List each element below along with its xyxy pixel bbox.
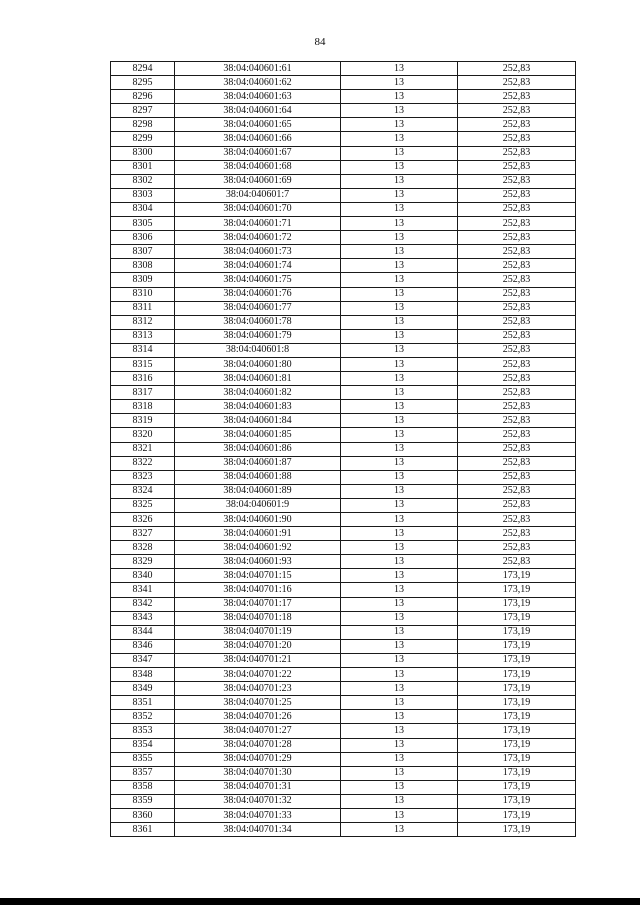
row-number-cell: 8297 [111, 104, 175, 118]
quantity-cell: 13 [341, 357, 458, 371]
table-row [111, 146, 576, 160]
row-number-cell: 8353 [111, 724, 175, 738]
value-cell: 252,83 [458, 104, 576, 118]
value-cell: 173,19 [458, 752, 576, 766]
table-row [111, 752, 576, 766]
cadastral-number-cell: 38:04:040701:16 [175, 583, 341, 597]
table-row [111, 766, 576, 780]
value-cell: 173,19 [458, 808, 576, 822]
value-cell: 252,83 [458, 372, 576, 386]
cadastral-number-cell: 38:04:040601:7 [175, 188, 341, 202]
table-row [111, 513, 576, 527]
table-row [111, 625, 576, 639]
row-number-cell: 8306 [111, 231, 175, 245]
quantity-cell: 13 [341, 160, 458, 174]
cadastral-number-cell: 38:04:040601:65 [175, 118, 341, 132]
row-number-cell: 8314 [111, 343, 175, 357]
table-row [111, 808, 576, 822]
quantity-cell: 13 [341, 611, 458, 625]
quantity-cell: 13 [341, 188, 458, 202]
cadastral-number-cell: 38:04:040601:80 [175, 357, 341, 371]
value-cell: 252,83 [458, 217, 576, 231]
value-cell: 173,19 [458, 710, 576, 724]
value-cell: 173,19 [458, 653, 576, 667]
table-row [111, 653, 576, 667]
quantity-cell: 13 [341, 329, 458, 343]
table-row [111, 583, 576, 597]
value-cell: 252,83 [458, 470, 576, 484]
cadastral-number-cell: 38:04:040601:87 [175, 456, 341, 470]
table-row [111, 160, 576, 174]
value-cell: 173,19 [458, 583, 576, 597]
cadastral-number-cell: 38:04:040601:90 [175, 513, 341, 527]
table-row [111, 682, 576, 696]
quantity-cell: 13 [341, 62, 458, 76]
cadastral-number-cell: 38:04:040601:72 [175, 231, 341, 245]
cadastral-number-cell: 38:04:040701:25 [175, 696, 341, 710]
cadastral-number-cell: 38:04:040601:85 [175, 428, 341, 442]
quantity-cell: 13 [341, 597, 458, 611]
row-number-cell: 8313 [111, 329, 175, 343]
row-number-cell: 8315 [111, 357, 175, 371]
value-cell: 173,19 [458, 611, 576, 625]
row-number-cell: 8357 [111, 766, 175, 780]
table-row [111, 357, 576, 371]
row-number-cell: 8296 [111, 90, 175, 104]
table-row [111, 76, 576, 90]
value-cell: 252,83 [458, 498, 576, 512]
row-number-cell: 8329 [111, 555, 175, 569]
quantity-cell: 13 [341, 315, 458, 329]
value-cell: 252,83 [458, 400, 576, 414]
table-row [111, 217, 576, 231]
cadastral-number-cell: 38:04:040601:8 [175, 343, 341, 357]
table-row [111, 724, 576, 738]
row-number-cell: 8318 [111, 400, 175, 414]
value-cell: 173,19 [458, 724, 576, 738]
quantity-cell: 13 [341, 639, 458, 653]
row-number-cell: 8312 [111, 315, 175, 329]
quantity-cell: 13 [341, 780, 458, 794]
table-row [111, 738, 576, 752]
row-number-cell: 8355 [111, 752, 175, 766]
value-cell: 252,83 [458, 188, 576, 202]
row-number-cell: 8340 [111, 569, 175, 583]
quantity-cell: 13 [341, 202, 458, 216]
table-row [111, 174, 576, 188]
cadastral-number-cell: 38:04:040701:30 [175, 766, 341, 780]
value-cell: 173,19 [458, 639, 576, 653]
table-row [111, 90, 576, 104]
row-number-cell: 8295 [111, 76, 175, 90]
value-cell: 252,83 [458, 202, 576, 216]
cadastral-number-cell: 38:04:040601:82 [175, 386, 341, 400]
quantity-cell: 13 [341, 132, 458, 146]
quantity-cell: 13 [341, 400, 458, 414]
quantity-cell: 13 [341, 287, 458, 301]
table-row [111, 386, 576, 400]
table-row [111, 696, 576, 710]
cadastral-number-cell: 38:04:040701:32 [175, 794, 341, 808]
table-row [111, 780, 576, 794]
value-cell: 252,83 [458, 484, 576, 498]
quantity-cell: 13 [341, 146, 458, 160]
cadastral-number-cell: 38:04:040701:29 [175, 752, 341, 766]
cadastral-number-cell: 38:04:040601:61 [175, 62, 341, 76]
row-number-cell: 8305 [111, 217, 175, 231]
cadastral-number-cell: 38:04:040601:75 [175, 273, 341, 287]
row-number-cell: 8358 [111, 780, 175, 794]
cadastral-number-cell: 38:04:040601:69 [175, 174, 341, 188]
value-cell: 252,83 [458, 146, 576, 160]
cadastral-number-cell: 38:04:040601:67 [175, 146, 341, 160]
cadastral-number-cell: 38:04:040701:20 [175, 639, 341, 653]
quantity-cell: 13 [341, 724, 458, 738]
quantity-cell: 13 [341, 653, 458, 667]
value-cell: 173,19 [458, 766, 576, 780]
cadastral-number-cell: 38:04:040601:66 [175, 132, 341, 146]
row-number-cell: 8303 [111, 188, 175, 202]
value-cell: 252,83 [458, 90, 576, 104]
table-row [111, 794, 576, 808]
row-number-cell: 8304 [111, 202, 175, 216]
quantity-cell: 13 [341, 428, 458, 442]
table-row [111, 597, 576, 611]
cadastral-number-cell: 38:04:040701:26 [175, 710, 341, 724]
cadastral-number-cell: 38:04:040601:74 [175, 259, 341, 273]
value-cell: 252,83 [458, 231, 576, 245]
table-row [111, 287, 576, 301]
scan-edge-bar [0, 898, 640, 905]
table-row [111, 442, 576, 456]
quantity-cell: 13 [341, 738, 458, 752]
value-cell: 252,83 [458, 428, 576, 442]
row-number-cell: 8351 [111, 696, 175, 710]
quantity-cell: 13 [341, 372, 458, 386]
cadastral-number-cell: 38:04:040701:19 [175, 625, 341, 639]
row-number-cell: 8327 [111, 527, 175, 541]
quantity-cell: 13 [341, 794, 458, 808]
row-number-cell: 8300 [111, 146, 175, 160]
quantity-cell: 13 [341, 76, 458, 90]
quantity-cell: 13 [341, 231, 458, 245]
table-row [111, 329, 576, 343]
quantity-cell: 13 [341, 555, 458, 569]
table-row [111, 823, 576, 837]
table-row [111, 315, 576, 329]
quantity-cell: 13 [341, 569, 458, 583]
row-number-cell: 8298 [111, 118, 175, 132]
quantity-cell: 13 [341, 301, 458, 315]
row-number-cell: 8328 [111, 541, 175, 555]
table-row [111, 710, 576, 724]
value-cell: 252,83 [458, 118, 576, 132]
cadastral-number-cell: 38:04:040601:93 [175, 555, 341, 569]
cadastral-number-cell: 38:04:040601:73 [175, 245, 341, 259]
table-row [111, 231, 576, 245]
cadastral-number-cell: 38:04:040701:28 [175, 738, 341, 752]
quantity-cell: 13 [341, 259, 458, 273]
page-number: 84 [314, 36, 326, 48]
cadastral-number-cell: 38:04:040601:89 [175, 484, 341, 498]
value-cell: 252,83 [458, 527, 576, 541]
quantity-cell: 13 [341, 484, 458, 498]
quantity-cell: 13 [341, 245, 458, 259]
row-number-cell: 8319 [111, 414, 175, 428]
value-cell: 173,19 [458, 597, 576, 611]
cadastral-number-cell: 38:04:040701:34 [175, 823, 341, 837]
cadastral-number-cell: 38:04:040601:68 [175, 160, 341, 174]
quantity-cell: 13 [341, 682, 458, 696]
cadastral-number-cell: 38:04:040701:18 [175, 611, 341, 625]
quantity-cell: 13 [341, 90, 458, 104]
value-cell: 252,83 [458, 273, 576, 287]
row-number-cell: 8310 [111, 287, 175, 301]
value-cell: 252,83 [458, 245, 576, 259]
cadastral-number-cell: 38:04:040601:86 [175, 442, 341, 456]
cadastral-number-cell: 38:04:040701:31 [175, 780, 341, 794]
value-cell: 252,83 [458, 301, 576, 315]
quantity-cell: 13 [341, 414, 458, 428]
quantity-cell: 13 [341, 808, 458, 822]
row-number-cell: 8344 [111, 625, 175, 639]
cadastral-number-cell: 38:04:040601:84 [175, 414, 341, 428]
table-row [111, 668, 576, 682]
table-row [111, 188, 576, 202]
row-number-cell: 8343 [111, 611, 175, 625]
cadastral-number-cell: 38:04:040701:27 [175, 724, 341, 738]
value-cell: 173,19 [458, 780, 576, 794]
row-number-cell: 8316 [111, 372, 175, 386]
quantity-cell: 13 [341, 104, 458, 118]
cadastral-number-cell: 38:04:040601:81 [175, 372, 341, 386]
data-table [110, 61, 576, 837]
cadastral-number-cell: 38:04:040701:21 [175, 653, 341, 667]
quantity-cell: 13 [341, 498, 458, 512]
row-number-cell: 8299 [111, 132, 175, 146]
quantity-cell: 13 [341, 470, 458, 484]
quantity-cell: 13 [341, 273, 458, 287]
quantity-cell: 13 [341, 456, 458, 470]
cadastral-number-cell: 38:04:040601:88 [175, 470, 341, 484]
row-number-cell: 8324 [111, 484, 175, 498]
table-row [111, 343, 576, 357]
row-number-cell: 8341 [111, 583, 175, 597]
value-cell: 252,83 [458, 414, 576, 428]
value-cell: 252,83 [458, 132, 576, 146]
cadastral-number-cell: 38:04:040601:63 [175, 90, 341, 104]
row-number-cell: 8307 [111, 245, 175, 259]
value-cell: 173,19 [458, 738, 576, 752]
quantity-cell: 13 [341, 513, 458, 527]
value-cell: 173,19 [458, 794, 576, 808]
cadastral-number-cell: 38:04:040701:17 [175, 597, 341, 611]
quantity-cell: 13 [341, 823, 458, 837]
row-number-cell: 8323 [111, 470, 175, 484]
quantity-cell: 13 [341, 583, 458, 597]
table-row [111, 245, 576, 259]
row-number-cell: 8352 [111, 710, 175, 724]
value-cell: 252,83 [458, 315, 576, 329]
value-cell: 173,19 [458, 625, 576, 639]
row-number-cell: 8349 [111, 682, 175, 696]
table-body [111, 62, 576, 837]
value-cell: 252,83 [458, 386, 576, 400]
quantity-cell: 13 [341, 541, 458, 555]
quantity-cell: 13 [341, 710, 458, 724]
cadastral-number-cell: 38:04:040601:78 [175, 315, 341, 329]
table-row [111, 301, 576, 315]
table-row [111, 456, 576, 470]
value-cell: 252,83 [458, 160, 576, 174]
table-row [111, 555, 576, 569]
cadastral-number-cell: 38:04:040601:9 [175, 498, 341, 512]
cadastral-number-cell: 38:04:040601:76 [175, 287, 341, 301]
value-cell: 252,83 [458, 76, 576, 90]
value-cell: 252,83 [458, 357, 576, 371]
value-cell: 252,83 [458, 513, 576, 527]
quantity-cell: 13 [341, 386, 458, 400]
table-row [111, 498, 576, 512]
value-cell: 252,83 [458, 541, 576, 555]
table-row [111, 259, 576, 273]
row-number-cell: 8294 [111, 62, 175, 76]
table-row [111, 62, 576, 76]
table-row [111, 541, 576, 555]
value-cell: 252,83 [458, 442, 576, 456]
table-row [111, 428, 576, 442]
quantity-cell: 13 [341, 668, 458, 682]
table-row [111, 639, 576, 653]
cadastral-number-cell: 38:04:040601:77 [175, 301, 341, 315]
row-number-cell: 8347 [111, 653, 175, 667]
cadastral-number-cell: 38:04:040601:70 [175, 202, 341, 216]
value-cell: 252,83 [458, 456, 576, 470]
value-cell: 252,83 [458, 62, 576, 76]
value-cell: 173,19 [458, 696, 576, 710]
row-number-cell: 8317 [111, 386, 175, 400]
table-row [111, 372, 576, 386]
row-number-cell: 8342 [111, 597, 175, 611]
value-cell: 173,19 [458, 823, 576, 837]
table-row [111, 104, 576, 118]
quantity-cell: 13 [341, 343, 458, 357]
table-row [111, 569, 576, 583]
quantity-cell: 13 [341, 625, 458, 639]
table-row [111, 132, 576, 146]
cadastral-number-cell: 38:04:040701:15 [175, 569, 341, 583]
value-cell: 252,83 [458, 343, 576, 357]
table-row [111, 527, 576, 541]
quantity-cell: 13 [341, 174, 458, 188]
quantity-cell: 13 [341, 696, 458, 710]
row-number-cell: 8302 [111, 174, 175, 188]
row-number-cell: 8320 [111, 428, 175, 442]
row-number-cell: 8309 [111, 273, 175, 287]
value-cell: 173,19 [458, 668, 576, 682]
value-cell: 173,19 [458, 569, 576, 583]
value-cell: 252,83 [458, 287, 576, 301]
table-row [111, 484, 576, 498]
table-row [111, 611, 576, 625]
table-row [111, 400, 576, 414]
quantity-cell: 13 [341, 217, 458, 231]
row-number-cell: 8301 [111, 160, 175, 174]
cadastral-number-cell: 38:04:040601:71 [175, 217, 341, 231]
row-number-cell: 8322 [111, 456, 175, 470]
row-number-cell: 8346 [111, 639, 175, 653]
quantity-cell: 13 [341, 118, 458, 132]
value-cell: 252,83 [458, 555, 576, 569]
row-number-cell: 8354 [111, 738, 175, 752]
table-row [111, 273, 576, 287]
cadastral-number-cell: 38:04:040601:92 [175, 541, 341, 555]
cadastral-number-cell: 38:04:040601:79 [175, 329, 341, 343]
row-number-cell: 8321 [111, 442, 175, 456]
cadastral-number-cell: 38:04:040601:83 [175, 400, 341, 414]
row-number-cell: 8361 [111, 823, 175, 837]
row-number-cell: 8326 [111, 513, 175, 527]
value-cell: 173,19 [458, 682, 576, 696]
value-cell: 252,83 [458, 259, 576, 273]
table-row [111, 118, 576, 132]
row-number-cell: 8311 [111, 301, 175, 315]
cadastral-number-cell: 38:04:040701:23 [175, 682, 341, 696]
row-number-cell: 8360 [111, 808, 175, 822]
row-number-cell: 8308 [111, 259, 175, 273]
quantity-cell: 13 [341, 752, 458, 766]
row-number-cell: 8325 [111, 498, 175, 512]
row-number-cell: 8359 [111, 794, 175, 808]
cadastral-number-cell: 38:04:040601:91 [175, 527, 341, 541]
cadastral-number-cell: 38:04:040701:33 [175, 808, 341, 822]
table-row [111, 470, 576, 484]
value-cell: 252,83 [458, 174, 576, 188]
value-cell: 252,83 [458, 329, 576, 343]
cadastral-number-cell: 38:04:040601:64 [175, 104, 341, 118]
quantity-cell: 13 [341, 527, 458, 541]
quantity-cell: 13 [341, 766, 458, 780]
quantity-cell: 13 [341, 442, 458, 456]
table-row [111, 414, 576, 428]
cadastral-number-cell: 38:04:040701:22 [175, 668, 341, 682]
row-number-cell: 8348 [111, 668, 175, 682]
table-row [111, 202, 576, 216]
cadastral-number-cell: 38:04:040601:62 [175, 76, 341, 90]
